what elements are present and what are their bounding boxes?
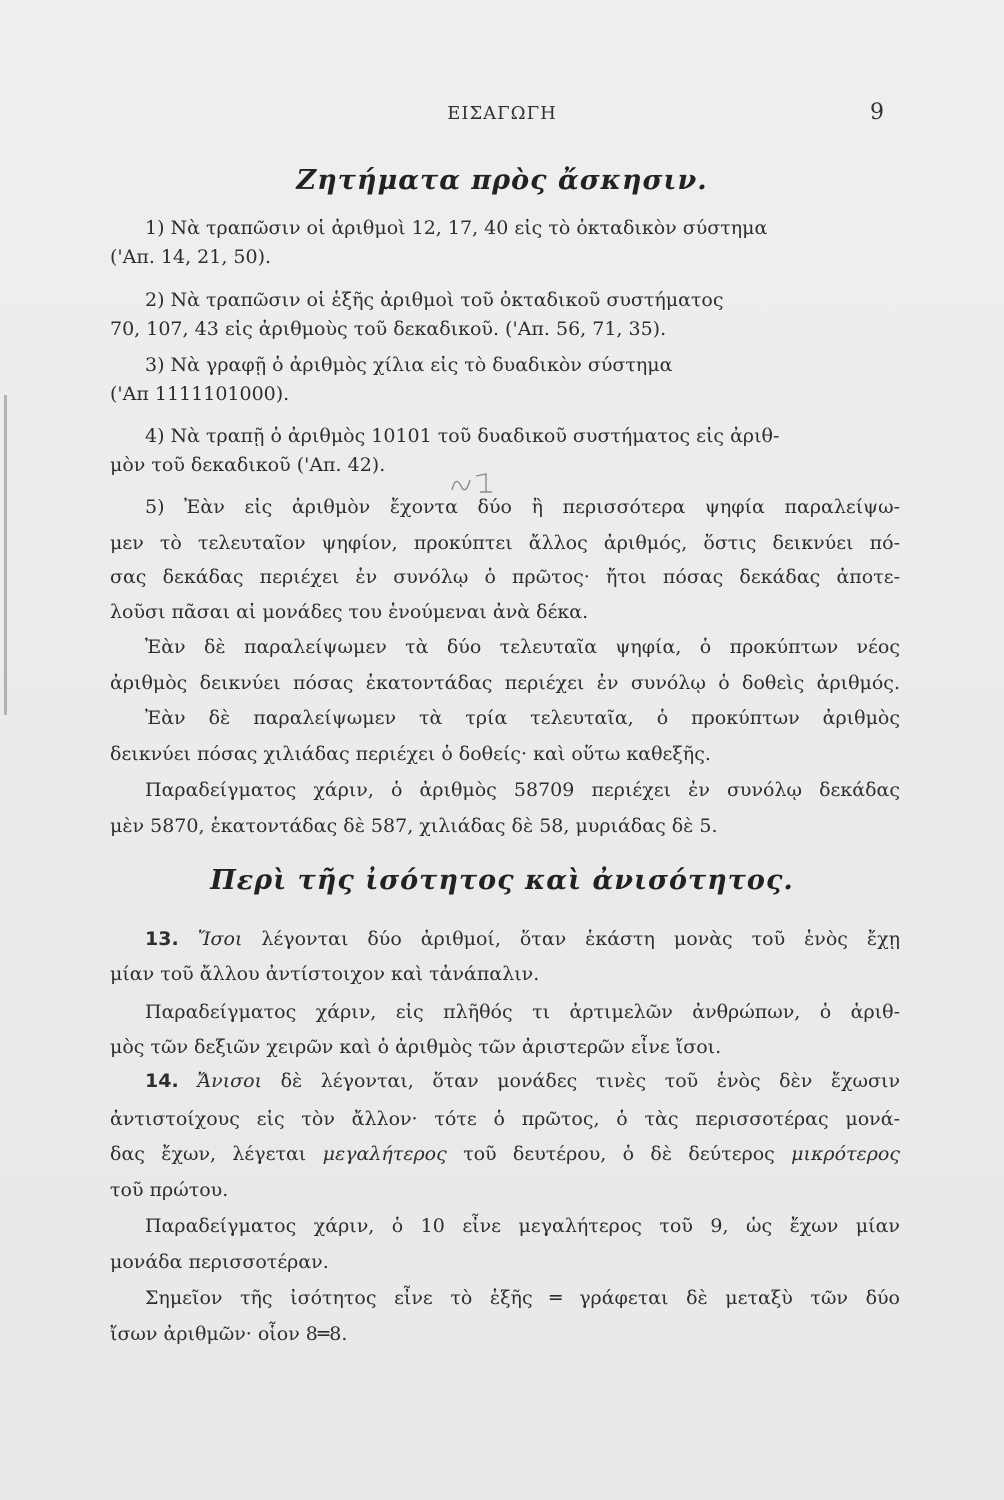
para-13-text: λέγονται δύο ἀριθμοί, ὅταν ἑκάστη μονὰς τοῦ ἑνὸς ἔχῃ [261,928,900,950]
exercise-line: 2) Νὰ τραπῶσιν οἱ ἑξῆς ἀριθμοὶ τοῦ ὀκταδικοῦ συστήματος [145,289,724,311]
para-13-line: μίαν τοῦ ἄλλου ἀντίστοιχον καὶ τἀνάπαλιν. [110,963,540,985]
page-number: 9 [870,100,884,125]
exercise-line: Παραδείγματος χάριν, ὁ ἀριθμὸς 58709 περιέχει ἐν συνόλῳ δεκάδας [145,779,900,801]
para-14-line [110,1141,900,1167]
exercises-heading: Ζητήματα πρὸς ἄσκησιν. [296,165,708,196]
term-anisoi: Ἄνισοι [197,1070,263,1092]
section-number-13: 13. [145,928,179,950]
exercise-line: Ἐὰν δὲ παραλείψωμεν τὰ δύο τελευταῖα ψηφία, ὁ προκύπτων νέος [145,636,900,658]
pencil-annotation [446,468,516,496]
para-14-line [145,1068,900,1094]
exercise-line: μὸν τοῦ δεκαδικοῦ ('Απ. 42). [110,454,386,476]
exercise-line: 5) Ἐὰν εἰς ἀριθμὸν ἔχοντα δύο ἢ περισσότερα ψηφία παραλείψω- [145,496,900,518]
para-14-line: Σημεῖον τῆς ἰσότητος εἶνε τὸ ἑξῆς ═ γράφεται δὲ μεταξὺ τῶν δύο [145,1287,900,1309]
term-megaliteros: μεγαλήτερος [322,1143,447,1165]
exercise-line: Ἐὰν δὲ παραλείψωμεν τὰ τρία τελευταῖα, ὁ προκύπτων ἀριθμὸς [145,707,900,729]
exercise-line: μεν τὸ τελευταῖον ψηφίον, προκύπτει ἄλλος ἀριθμός, ὅστις δεικνύει πό- [110,532,900,554]
term-mikroteros: μικρότερος [791,1143,900,1165]
para-14-line: τοῦ πρώτου. [110,1179,229,1201]
para-14-text: δὲ λέγονται, ὅταν μονάδες τινὲς τοῦ ἑνὸς δὲν ἔχωσιν [280,1070,901,1092]
running-head: ΕΙΣΑΓΩΓΗ [447,103,557,124]
para-14-text: δας ἔχων, λέγεται [110,1143,307,1165]
exercise-line: ἀριθμὸς δεικνύει πόσας ἑκατοντάδας περιέχει ἐν συνόλῳ ὁ δοθεὶς ἀριθμός. [110,672,900,694]
para-13-line: Παραδείγματος χάριν, εἰς πλῆθός τι ἀρτιμελῶν ἀνθρώπων, ὁ ἀριθ- [145,1001,900,1023]
exercise-line: σας δεκάδας περιέχει ἐν συνόλῳ ὁ πρῶτος· ἤτοι πόσας δεκάδας ἀποτε- [110,566,900,588]
para-14-line: ἴσων ἀριθμῶν· οἷον 8═8. [110,1323,348,1345]
exercise-line: 70, 107, 43 εἰς ἀριθμοὺς τοῦ δεκαδικοῦ. ('Απ. 56, 71, 35). [110,318,667,340]
exercise-line: ('Απ 1111101000). [110,383,290,405]
exercise-line: ('Απ. 14, 21, 50). [110,246,272,268]
exercise-line: λοῦσι πᾶσαι αἱ μονάδες του ἑνούμεναι ἀνὰ δέκα. [110,601,589,623]
term-isoi: Ἴσοι [197,928,243,950]
para-14-line: μονάδα περισσοτέραν. [110,1251,329,1273]
exercise-line: 4) Νὰ τραπῇ ὁ ἀριθμὸς 10101 τοῦ δυαδικοῦ συστήματος εἰς ἀριθ- [145,425,780,447]
equality-heading: Περὶ τῆς ἰσότητος καὶ ἀνισότητος. [210,865,794,896]
exercise-line: δεικνύει πόσας χιλιάδας περιέχει ὁ δοθείς· καὶ οὕτω καθεξῆς. [110,743,711,765]
exercise-line: 3) Νὰ γραφῇ ὁ ἀριθμὸς χίλια εἰς τὸ δυαδικὸν σύστημα [145,354,673,376]
section-number-14: 14. [145,1070,179,1092]
exercise-line: μὲν 5870, ἑκατοντάδας δὲ 587, χιλιάδας δὲ 58, μυριάδας δὲ 5. [110,815,718,837]
para-13-line [145,926,900,952]
binding-edge-mark [4,395,7,715]
para-13-line: μὸς τῶν δεξιῶν χειρῶν καὶ ὁ ἀριθμὸς τῶν ἀριστερῶν εἶνε ἴσοι. [110,1036,722,1058]
para-14-line: Παραδείγματος χάριν, ὁ 10 εἶνε μεγαλήτερος τοῦ 9, ὡς ἔχων μίαν [145,1215,900,1237]
exercise-line: 1) Νὰ τραπῶσιν οἱ ἀριθμοὶ 12, 17, 40 εἰς τὸ ὀκταδικὸν σύστημα [145,217,768,239]
para-14-text: τοῦ δευτέρου, ὁ δὲ δεύτερος [463,1143,775,1165]
para-14-line: ἀντιστοίχους εἰς τὸν ἄλλον· τότε ὁ πρῶτος, ὁ τὰς περισσοτέρας μονά- [110,1108,900,1130]
